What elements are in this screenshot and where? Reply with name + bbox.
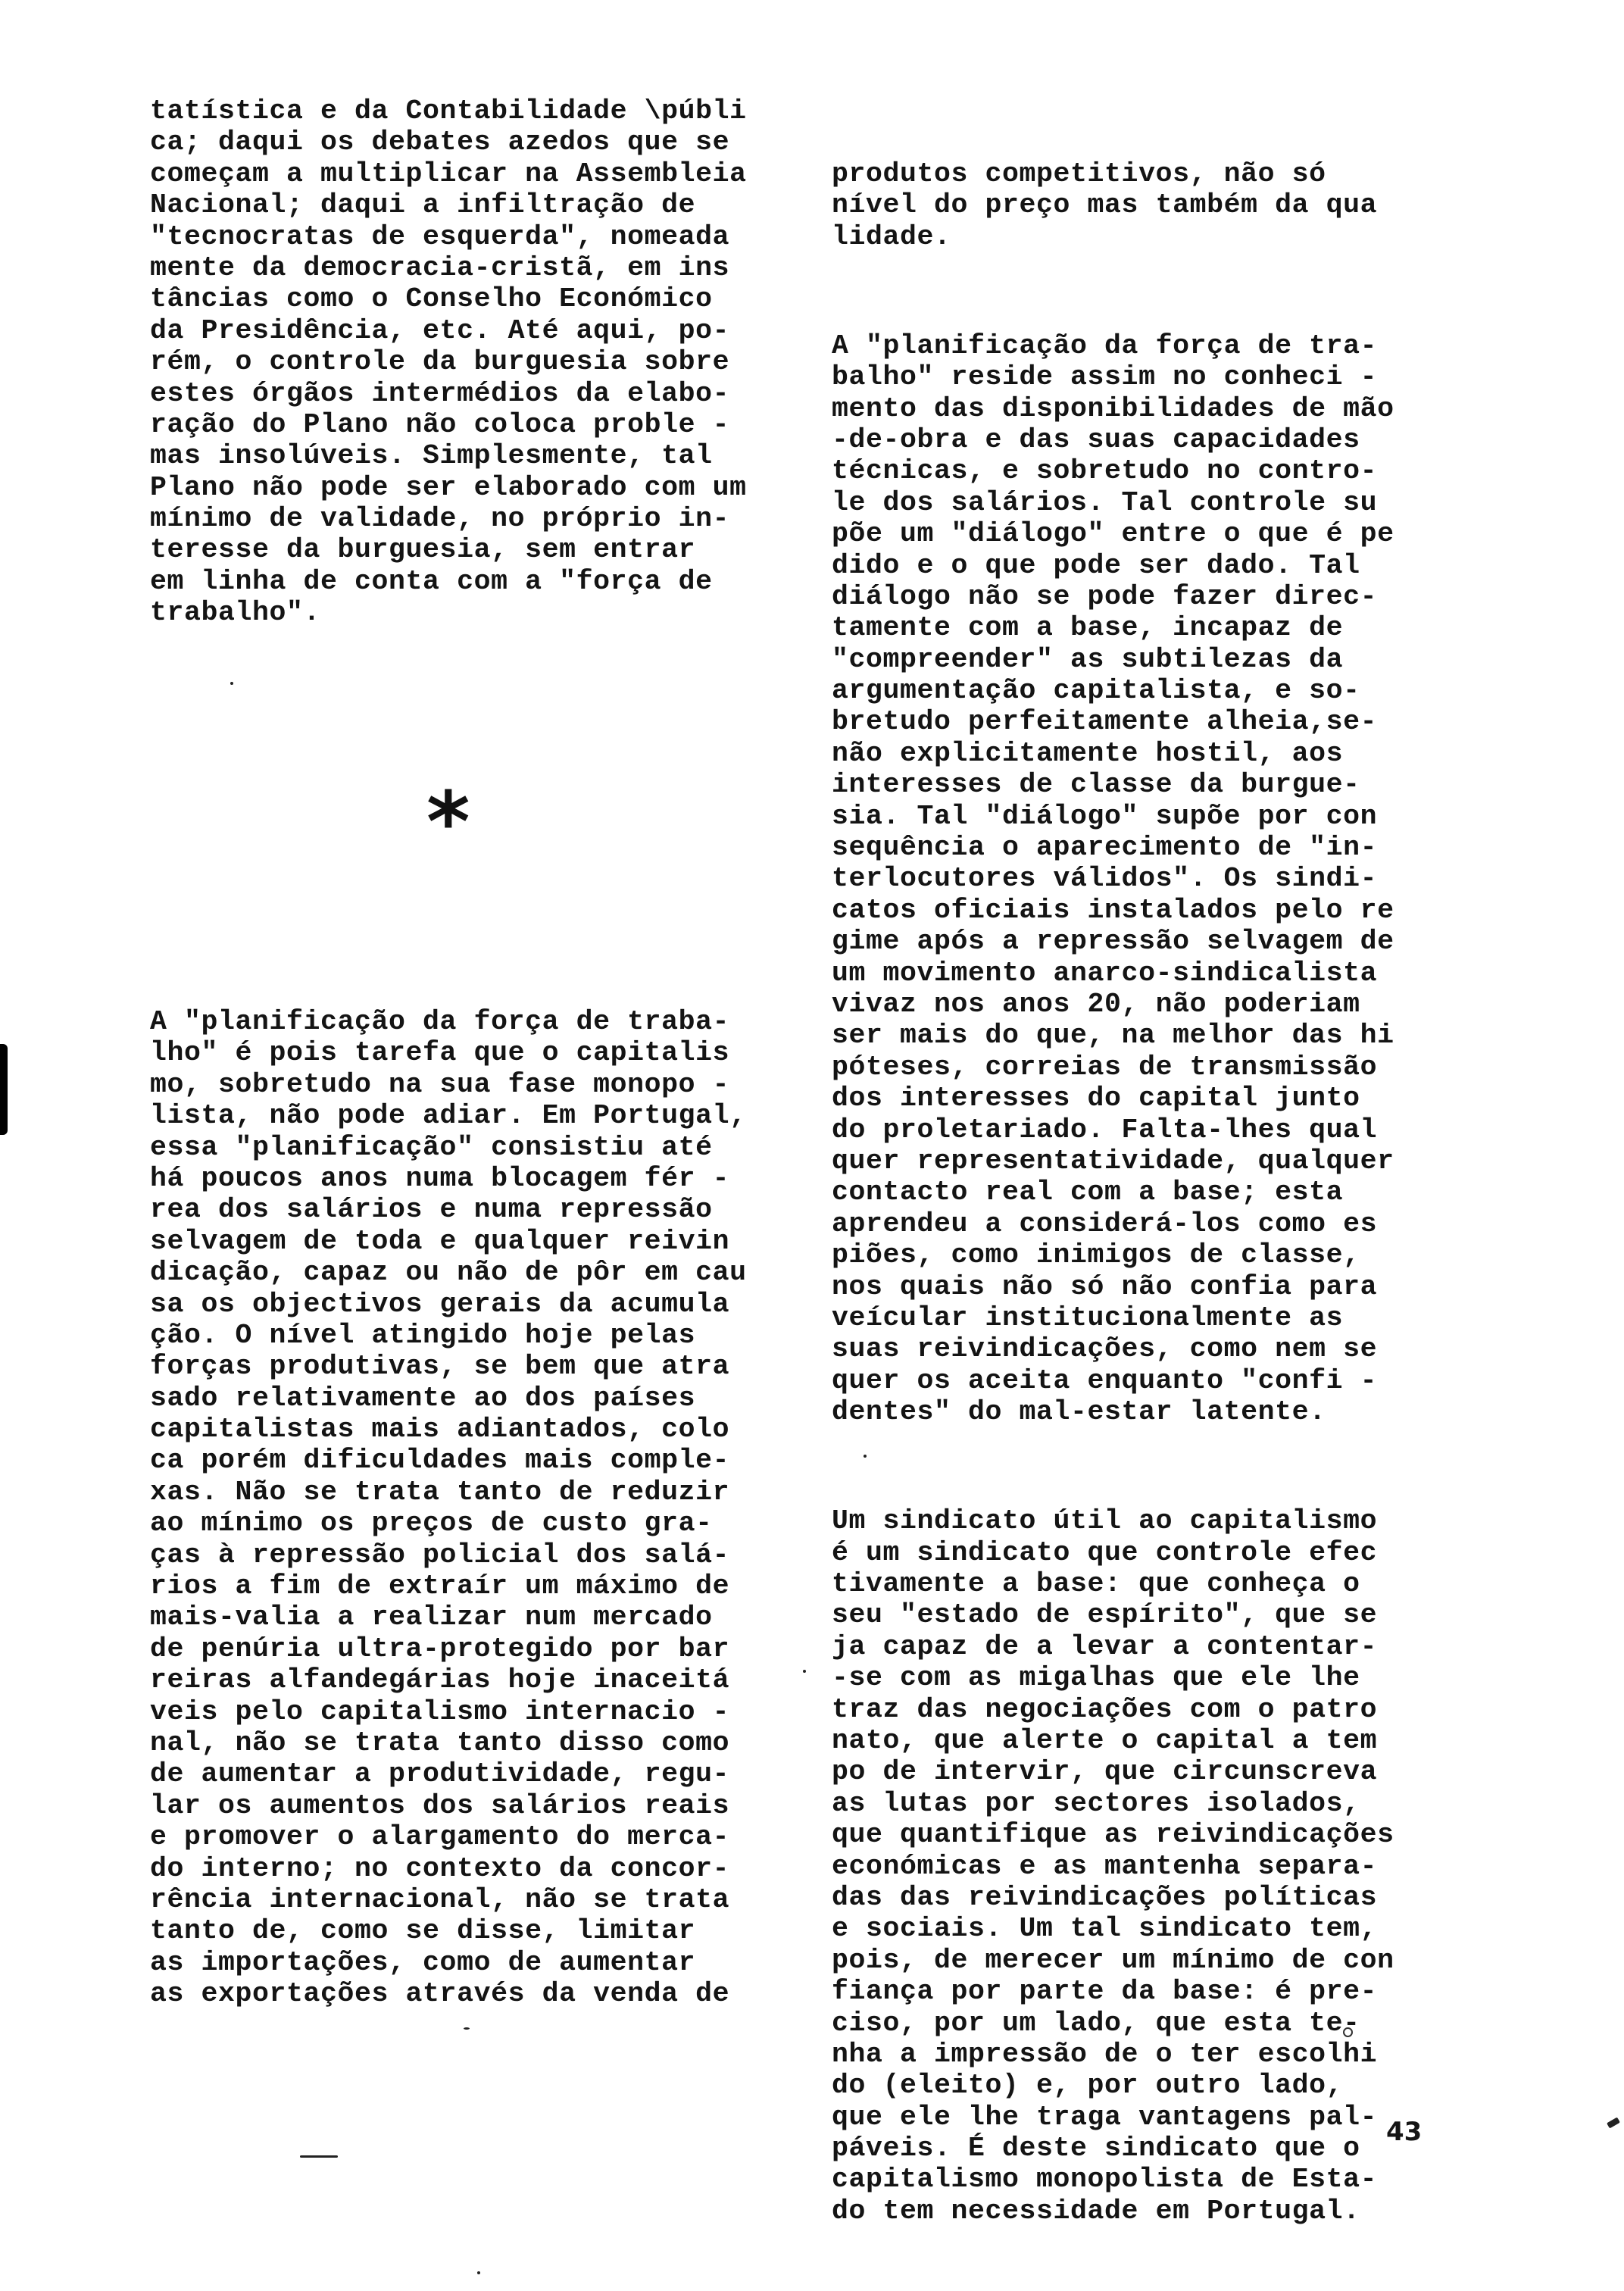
text-line: aprendeu a considerá-los como es (832, 1208, 1378, 1239)
text-line: Um sindicato útil ao capitalismo (832, 1505, 1378, 1537)
text-line: pois, de merecer um mínimo de con (832, 1944, 1394, 1976)
text-line: mas insolúveis. Simplesmente, tal (150, 440, 713, 472)
text-line: do interno; no contexto da concor- (150, 1852, 730, 1884)
text-line: económicas e as mantenha separa- (832, 1850, 1378, 1882)
text-line: A "planificação da força de traba- (150, 1006, 730, 1037)
text-line: argumentação capitalista, e so- (832, 675, 1360, 707)
text-line: mais-valia a realizar num mercado (150, 1602, 713, 1633)
text-line: Nacional; daqui a infiltração de (150, 189, 696, 221)
text-line: rém, o controle da burguesia sobre (150, 346, 730, 378)
text-line: traz das negociações com o patro (832, 1693, 1378, 1725)
text-line: -se com as migalhas que ele lhe (832, 1662, 1360, 1694)
text-line: põe um "diálogo" entre o que é pe (832, 518, 1394, 550)
text-line: ças à repressão policial dos salá- (150, 1539, 730, 1571)
text-line: as importações, como de aumentar (150, 1946, 696, 1978)
text-line: nha a impressão de o ter escolhi (832, 2038, 1378, 2070)
text-line: do proletariado. Falta-lhes qual (832, 1114, 1378, 1146)
text-line: ca porém dificuldades mais comple- (150, 1445, 730, 1477)
text-line: tatística e da Contabilidade \públi (150, 95, 747, 127)
text-line: tâncias como o Conselho Económico (150, 283, 713, 315)
text-line: "tecnocratas de esquerda", nomeada (150, 220, 730, 252)
text-line: dido e o que pode ser dado. Tal (832, 549, 1360, 581)
text-line: le dos salários. Tal controle su (832, 486, 1378, 518)
text-line: as exportações através da venda de (150, 1978, 730, 2010)
text-line: gime após a repressão selvagem de (832, 926, 1394, 958)
text-line: técnicas, e sobretudo no contro- (832, 455, 1378, 487)
text-line: vivaz nos anos 20, não poderiam (832, 989, 1360, 1020)
text-line: e sociais. Um tal sindicato tem, (832, 1913, 1378, 1945)
ink-speck (803, 1670, 806, 1673)
text-line: produtos competitivos, não só (832, 158, 1326, 189)
ink-speck (230, 682, 233, 685)
text-line: rea dos salários e numa repressão (150, 1194, 713, 1226)
text-line: mento das disponibilidades de mão (832, 392, 1394, 424)
text-line: estes órgãos intermédios da elabo- (150, 377, 730, 409)
text-line: capitalistas mais adiantados, colo (150, 1414, 730, 1446)
text-line: capitalismo monopolista de Esta- (832, 2164, 1378, 2196)
text-line: fiança por parte da base: é pre- (832, 1976, 1378, 2008)
text-line: trabalho". (150, 597, 321, 629)
text-line: quer os aceita enquanto "confi - (832, 1364, 1378, 1396)
text-line: do tem necessidade em Portugal. (832, 2195, 1360, 2227)
text-line: lidade. (832, 220, 951, 252)
text-line: da Presidência, etc. Até aqui, po- (150, 314, 730, 346)
text-line: reiras alfandegárias hoje inaceitá (150, 1664, 730, 1696)
text-line: das das reivindicações políticas (832, 1881, 1378, 1913)
text-line: começam a multiplicar na Assembleia (150, 158, 747, 189)
text-line: ção. O nível atingido hoje pelas (150, 1319, 696, 1351)
text-line: que ele lhe traga vantagens pal- (832, 2101, 1378, 2133)
text-line: sequência o aparecimento de "in- (832, 832, 1378, 864)
text-line: há poucos anos numa blocagem fér - (150, 1162, 730, 1194)
text-line: ca; daqui os debates azedos que se (150, 127, 730, 158)
left-column-bottom-paragraph (150, 1006, 747, 2010)
ink-speck (300, 2155, 338, 2158)
text-line: de aumentar a produtividade, regu- (150, 1758, 730, 1790)
text-line: ja capaz de a levar a contentar- (832, 1630, 1378, 1662)
text-line: seu "estado de espírito", que se (832, 1599, 1378, 1631)
text-line: em linha de conta com a "força de (150, 565, 713, 597)
text-line: ração do Plano não coloca proble - (150, 408, 730, 440)
text-line: páveis. É deste sindicato que o (832, 2133, 1360, 2164)
text-line: selvagem de toda e qualquer reivin (150, 1225, 730, 1257)
text-line: po de intervir, que circunscreva (832, 1756, 1378, 1788)
text-line: essa "planificação" consistiu até (150, 1131, 713, 1163)
text-line: bretudo perfeitamente alheia,se- (832, 706, 1378, 738)
text-line: do (eleito) e, por outro lado, (832, 2070, 1344, 2102)
binding-mark (0, 1044, 8, 1135)
text-line: ao mínimo os preços de custo gra- (150, 1508, 713, 1539)
text-line: lho" é pois tarefa que o capitalis (150, 1037, 730, 1069)
right-paragraph-planning (832, 330, 1394, 1428)
text-line: xas. Não se trata tanto de reduzir (150, 1476, 730, 1508)
text-line: mínimo de validade, no próprio in- (150, 503, 730, 535)
text-line: Plano não pode ser elaborado com um (150, 471, 747, 503)
text-line: quer representatividade, qualquer (832, 1145, 1394, 1177)
text-line: tamente com a base, incapaz de (832, 612, 1344, 644)
text-line: um movimento anarco-sindicalista (832, 957, 1378, 989)
text-line: sa os objectivos gerais da acumula (150, 1288, 730, 1320)
text-line: suas reivindicações, como nem se (832, 1333, 1378, 1365)
text-line: nível do preço mas também da qua (832, 189, 1378, 221)
text-line: sado relativamente ao dos países (150, 1382, 696, 1414)
text-line: veícular institucionalmente as (832, 1302, 1344, 1333)
ink-speck (464, 2027, 470, 2030)
right-paragraph-union (832, 1505, 1394, 2227)
text-line: teresse da burguesia, sem entrar (150, 534, 696, 566)
text-line: póteses, correias de transmissão (832, 1051, 1378, 1083)
text-line: tivamente a base: que conheça o (832, 1568, 1360, 1600)
text-line: rência internacional, não se trata (150, 1883, 730, 1915)
text-line: mente da democracia-cristã, em ins (150, 252, 730, 283)
text-line: contacto real com a base; esta (832, 1177, 1344, 1208)
page-number: 43 (1386, 2117, 1423, 2147)
text-line: lista, não pode adiar. Em Portugal, (150, 1100, 747, 1132)
ink-speck (1343, 2027, 1353, 2037)
ink-speck (864, 1455, 867, 1458)
text-line: catos oficiais instalados pelo re (832, 894, 1394, 926)
text-line: -de-obra e das suas capacidades (832, 424, 1360, 455)
section-separator-asterisk: * (426, 774, 470, 870)
text-line: interesses de classe da burgue- (832, 769, 1360, 801)
text-line: dentes" do mal-estar latente. (832, 1396, 1326, 1428)
text-line: terlocutores válidos". Os sindi- (832, 863, 1378, 895)
ink-speck (477, 2271, 480, 2274)
text-line: dos interesses do capital junto (832, 1083, 1360, 1114)
text-line: ciso, por um lado, que esta te- (832, 2007, 1360, 2039)
text-line: que quantifique as reivindicações (832, 1819, 1394, 1851)
text-line: "compreender" as subtilezas da (832, 643, 1344, 675)
text-line: A "planificação da força de tra- (832, 330, 1378, 361)
text-line: ser mais do que, na melhor das hi (832, 1020, 1394, 1052)
text-line: nos quais não só não confia para (832, 1271, 1378, 1302)
right-paragraph-products (832, 158, 1394, 252)
text-line: não explicitamente hostil, aos (832, 737, 1344, 769)
text-line: nal, não se trata tanto disso como (150, 1727, 730, 1758)
text-line: é um sindicato que controle efec (832, 1536, 1378, 1568)
text-line: e promover o alargamento do merca- (150, 1821, 730, 1853)
text-line: as lutas por sectores isolados, (832, 1787, 1360, 1819)
text-line: dicação, capaz ou não de pôr em cau (150, 1257, 747, 1289)
ink-speck (1607, 2118, 1620, 2129)
right-column (832, 95, 1394, 2289)
text-line: nato, que alerte o capital a tem (832, 1725, 1378, 1757)
left-column-top-paragraph (150, 95, 747, 629)
text-line: rios a fim de extraír um máximo de (150, 1571, 730, 1602)
text-line: veis pelo capitalismo internacio - (150, 1696, 730, 1727)
text-line: mo, sobretudo na sua fase monopo - (150, 1068, 730, 1100)
text-line: sia. Tal "diálogo" supõe por con (832, 800, 1378, 832)
text-line: de penúria ultra-protegido por bar (150, 1633, 730, 1664)
text-line: balho" reside assim no conheci - (832, 361, 1378, 393)
text-line: piões, como inimigos de classe, (832, 1239, 1360, 1271)
text-line: tanto de, como se disse, limitar (150, 1915, 696, 1947)
text-line: lar os aumentos dos salários reais (150, 1789, 730, 1821)
text-line: diálogo não se pode fazer direc- (832, 580, 1378, 612)
text-line: forças produtivas, se bem que atra (150, 1351, 730, 1383)
